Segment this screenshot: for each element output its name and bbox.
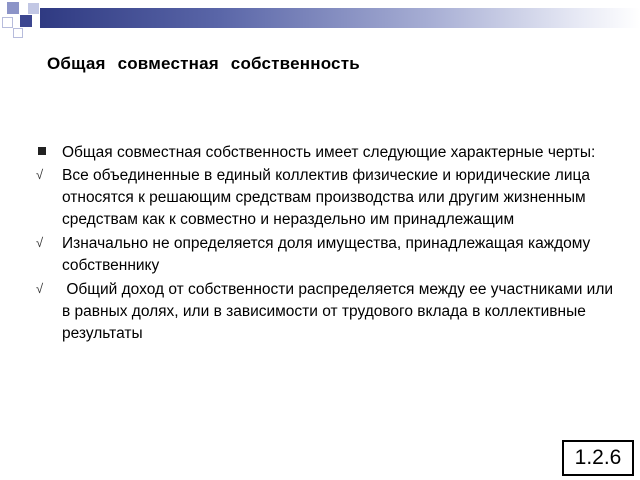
list-item <box>36 233 616 277</box>
decor-square-outline-icon <box>2 17 13 28</box>
gradient-band <box>40 8 640 28</box>
decor-square-icon <box>28 3 39 14</box>
decorative-header <box>0 0 640 34</box>
decor-square-outline-icon <box>13 28 23 38</box>
check-mark-icon: √ <box>36 281 44 296</box>
list-item-text: Общая совместная собственность имеет следующие характерные черты: <box>62 144 596 161</box>
check-mark-icon: √ <box>36 235 44 250</box>
square-bullet-icon <box>36 142 56 155</box>
check-mark-icon: √ <box>36 167 44 182</box>
slide-title: Общая совместная собственность <box>47 54 360 73</box>
bullet-list <box>36 142 616 345</box>
list-item-text: Изначально не определяется доля имущества, принадлежащая каждому собственнику <box>62 235 591 274</box>
slide-number-badge: 1.2.6 <box>562 440 634 476</box>
list-item-text: Общий доход от собственности распределяется между ее участниками или в равных долях, или в зависимости от трудового вклада в коллективные результаты <box>62 281 618 342</box>
decor-square-icon <box>20 15 32 27</box>
list-item <box>36 142 616 164</box>
list-item <box>36 165 616 231</box>
list-item-text: Все объединенные в единый коллектив физические и юридические лица относятся к решающим средствам производства или другим жизненным средствам как к совместно и нераздельно им принадлежащим <box>62 167 590 228</box>
list-item <box>36 279 616 345</box>
decor-square-icon <box>7 2 19 14</box>
